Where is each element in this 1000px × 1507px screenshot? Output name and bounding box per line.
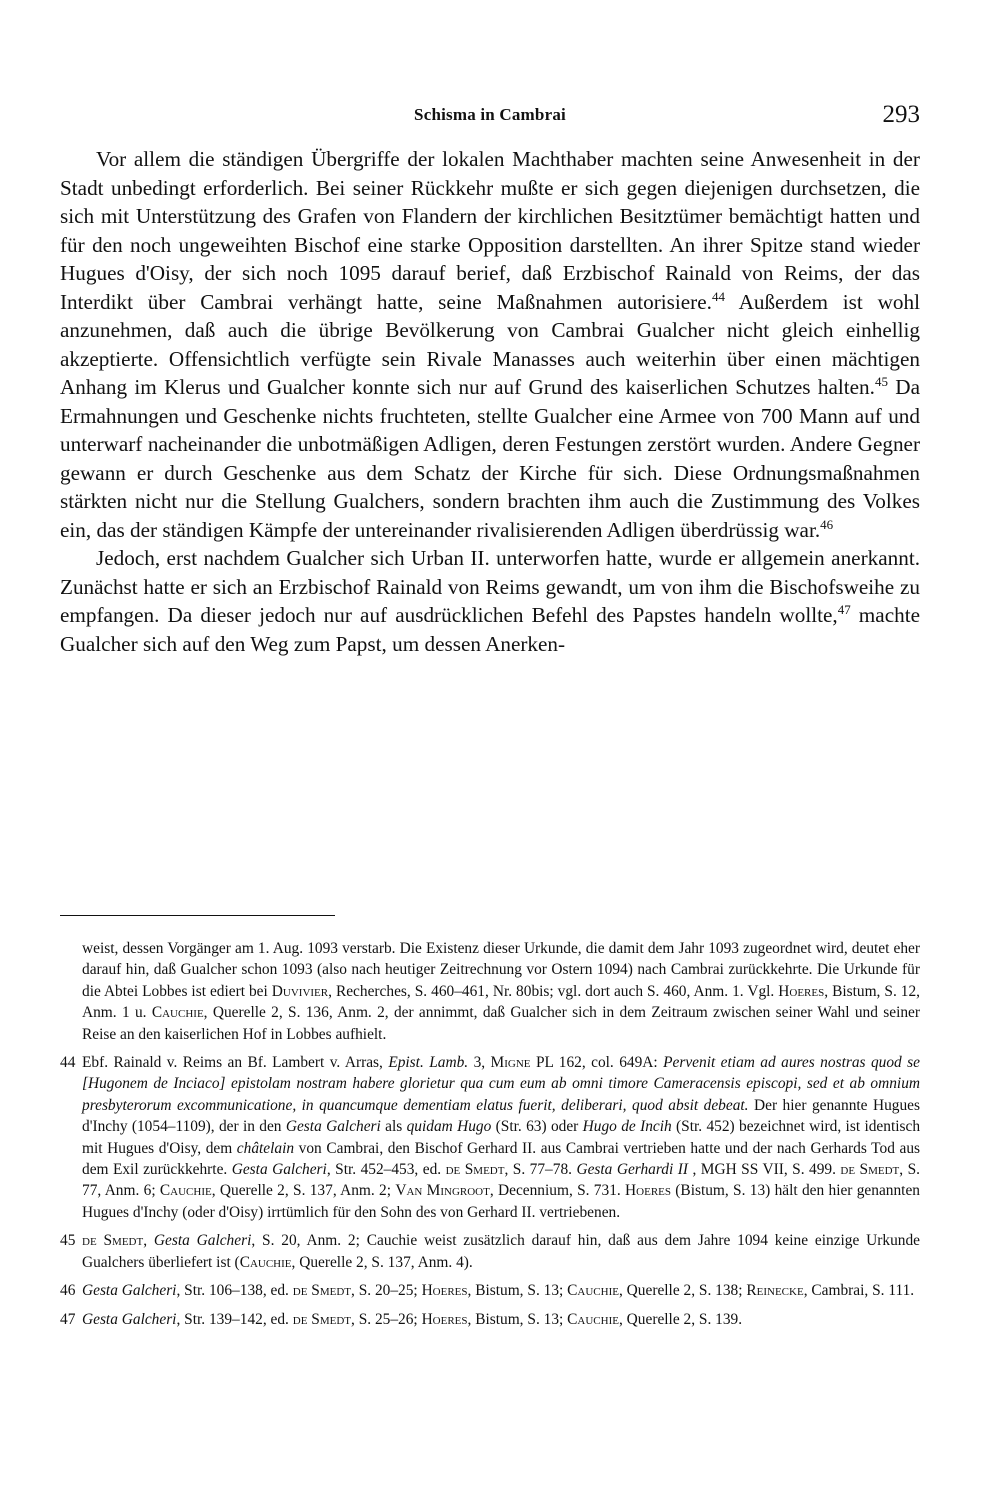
text-run: Der hier genannte Hugues d'Inchy (1054–1109), der in den	[82, 1096, 920, 1136]
text-run: , MGH SS VII, S. 499.	[687, 1161, 841, 1179]
text-run: (Str. 452) bezeichnet wird, ist identisch mit Hugues d'Oisy, dem	[82, 1118, 921, 1157]
author-name: Cauchie	[239, 1253, 292, 1271]
text-run: ,	[143, 1232, 154, 1250]
footnote-number: 44	[60, 1054, 76, 1072]
footnote-continuation	[60, 938, 920, 1045]
footnotes	[60, 938, 920, 1337]
text-run: machte Gualcher sich auf den Weg zum Papst, um dessen Anerken-	[60, 603, 920, 656]
italic-run: Gesta Galcheri	[82, 1282, 177, 1300]
author-name: de Smedt	[82, 1232, 144, 1250]
text-run: , S. 77, Anm. 6;	[82, 1161, 921, 1200]
main-text	[60, 145, 920, 658]
text-run: 3,	[468, 1054, 491, 1072]
page-header	[60, 101, 920, 133]
footnote-reference: 44	[711, 288, 725, 304]
italic-run: châtelain	[236, 1139, 295, 1157]
footnote	[60, 1309, 920, 1330]
footnote-reference: 46	[820, 516, 834, 532]
text-run: , Str. 106–138, ed.	[176, 1282, 293, 1300]
text-run: , Recherches, S. 460–461, Nr. 80bis; vgl. dort auch S. 460, Anm. 1. Vgl.	[328, 982, 779, 1000]
text-run: , S. 77–78.	[504, 1161, 577, 1179]
body-paragraph	[60, 145, 920, 544]
page-number: 293	[882, 101, 920, 128]
footnote	[60, 1230, 920, 1273]
footnote	[60, 1052, 920, 1223]
author-name: Hoeres	[625, 1182, 671, 1200]
footnote-separator	[60, 915, 335, 916]
text-run: , Querelle 2, S. 137, Anm. 2;	[211, 1182, 396, 1200]
text-run: weist, dessen Vorgänger am 1. Aug. 1093 verstarb. Die Existenz dieser Urkunde, die damit dem Jahr 1093 zugeordnet wird, deutet eher darauf hin, daß Gualcher schon 1093 (also nach heutiger Zeitrechnung vor Ostern 1094) nach Cambrai zurückkehrte. Die Urkunde für die Abtei Lobbes ist ediert bei	[82, 940, 920, 1000]
italic-run: Gesta Galcheri	[153, 1232, 252, 1250]
text-run: , Querelle 2, S. 139.	[618, 1310, 743, 1328]
text-run: Ebf. Rainald v. Reims an Bf. Lambert v. Arras,	[82, 1054, 389, 1072]
text-run: , S. 20–25;	[351, 1282, 422, 1300]
text-run: PL 162, col. 649A:	[530, 1054, 664, 1072]
italic-run: Gesta Galcheri	[82, 1310, 177, 1328]
text-run: , Str. 139–142, ed.	[176, 1310, 293, 1328]
text-run: Außerdem ist wohl anzunehmen, daß auch die übrige Bevölkerung von Cambrai Gualcher nicht gleich einhellig akzeptierte. Offensichtlich verfügte sein Rivale Manasses auch weiterhin über einen mächtigen Anhang im Klerus und Gualcher konnte sich nur auf Grund des kaiserlichen Schutzes halten.	[60, 289, 920, 399]
text-run: Vor allem die ständigen Übergriffe der lokalen Machthaber machten seine Anwesenheit in der Stadt unbedingt erforderlich. Bei seiner Rückkehr mußte er sich gegen diejenigen durchsetzen, die sich mit Unterstützung des Grafen von Flandern der kirchlichen Besitztümer bemächtigt hatten und für den noch ungeweihten Bischof eine starke Opposition darstellten. An ihrer Spitze stand wieder Hugues d'Oisy, der sich noch 1095 darauf berief, daß Erzbischof Rainald von Reims, der das Interdikt über Cambrai verhängt hatte, seine Maßnahmen autorisiere.	[60, 147, 920, 314]
author-name: Hoeres	[778, 982, 825, 1000]
footnote-number: 47	[60, 1310, 76, 1328]
author-name: Hoeres	[421, 1310, 468, 1328]
text-run: , S. 25–26;	[351, 1310, 422, 1328]
text-run: Da Ermahnungen und Geschenke nichts fruchteten, stellte Gualcher eine Armee von 700 Mann auf und unterwarf nacheinander die unbotmäßigen Adligen, deren Festungen zerstört wurden. Andere Gegner gewann er durch Geschenke aus dem Schatz der Kirche für sich. Diese Ordnungsmaßnahmen stärkten nicht nur die Stellung Gualchers, sondern brachten ihm auch die Zustimmung des Volkes ein, das der ständigen Kämpfe der untereinander rivalisierenden Adligen überdrüssig war.	[60, 375, 920, 542]
text-run: , Str. 452–453, ed.	[326, 1161, 446, 1179]
text-run: , Cambrai, S. 111.	[803, 1282, 915, 1300]
text-run: (Str. 63) oder	[491, 1118, 583, 1136]
text-run: von Cambrai, den Bischof Gerhard II. aus Cambrai vertrieben hatte und der nach Gerhards Tod aus dem Exil zurückkehrte.	[82, 1139, 921, 1179]
text-run: , Querelle 2, S. 138;	[618, 1282, 747, 1300]
author-name: Cauchie	[151, 1004, 204, 1022]
footnote-number: 45	[60, 1232, 76, 1250]
author-name: de Smedt	[840, 1161, 900, 1179]
text-run: , Querelle 2, S. 136, Anm. 2, der annimmt, daß Gualcher sich in dem Zeitraum zwischen seiner Wahl und seiner Reise an den kaiserlichen Hof in Lobbes aufhielt.	[82, 1004, 920, 1043]
italic-run: Gesta Galcheri	[285, 1118, 381, 1136]
text-run: , Bistum, S. 13;	[467, 1282, 568, 1300]
author-name: de Smedt	[445, 1161, 505, 1179]
body-paragraph	[60, 544, 920, 658]
text-run: als	[380, 1118, 407, 1136]
text-run: , Bistum, S. 13;	[467, 1310, 568, 1328]
author-name: de Smedt	[292, 1282, 351, 1300]
text-run: , Querelle 2, S. 137, Anm. 4).	[291, 1253, 473, 1271]
author-name: Migne	[490, 1054, 531, 1072]
author-name: de Smedt	[292, 1310, 351, 1328]
running-title: Schisma in Cambrai	[414, 105, 566, 124]
text-run: Jedoch, erst nachdem Gualcher sich Urban II. unterworfen hatte, wurde er allgemein anerkannt. Zunächst hatte er sich an Erzbischof Rainald von Reims gewandt, um von ihm die Bischofsweihe zu empfangen. Da dieser jedoch nur auf ausdrücklichen Befehl des Papstes handeln wollte,	[60, 546, 920, 627]
author-name: Cauchie	[567, 1282, 619, 1300]
footnote-list	[60, 1052, 920, 1330]
text-run: , Decennium, S. 731.	[489, 1182, 626, 1200]
text-run: (Bistum, S. 13) hält den hier genannten Hugues d'Inchy (oder d'Oisy) irrtümlich für den Sohn des von Gerhard II. vertriebenen.	[82, 1182, 920, 1221]
author-name: Cauchie	[159, 1182, 212, 1200]
italic-run: Pervenit etiam ad aures nostras quod se [Hugonem de Inciaco] epistolam nostram habere glorietur qua cum eum ab omni timore Cameracensis episcopi, sed et ab omnium presbyterorum excommunicatione, in quancumque dementiam elatus fuerit, deliberari, quod absit debeat.	[82, 1054, 920, 1114]
italic-run: Gesta Gerhardi II	[576, 1161, 688, 1179]
author-name: Reinecke	[746, 1282, 804, 1300]
author-name: Duvivier	[271, 982, 329, 1000]
author-name: Cauchie	[567, 1310, 619, 1328]
footnote-reference: 45	[874, 373, 888, 389]
italic-run: Hugo de Incih	[582, 1118, 672, 1136]
italic-run: Gesta Galcheri	[231, 1161, 327, 1179]
footnote-number: 46	[60, 1282, 76, 1300]
footnote	[60, 1280, 920, 1301]
footnote-reference: 47	[837, 601, 851, 617]
author-name: Van Mingroot	[395, 1182, 490, 1200]
italic-run: quidam Hugo	[406, 1118, 492, 1136]
author-name: Hoeres	[421, 1282, 468, 1300]
text-run: , Bistum, S. 12, Anm. 1 u.	[82, 982, 921, 1022]
text-run: , S. 20, Anm. 2; Cauchie weist zusätzlich darauf hin, daß aus dem Jahre 1094 keine einzige Urkunde Gualchers überliefert ist (	[82, 1232, 921, 1271]
italic-run: Epist. Lamb.	[388, 1054, 469, 1072]
